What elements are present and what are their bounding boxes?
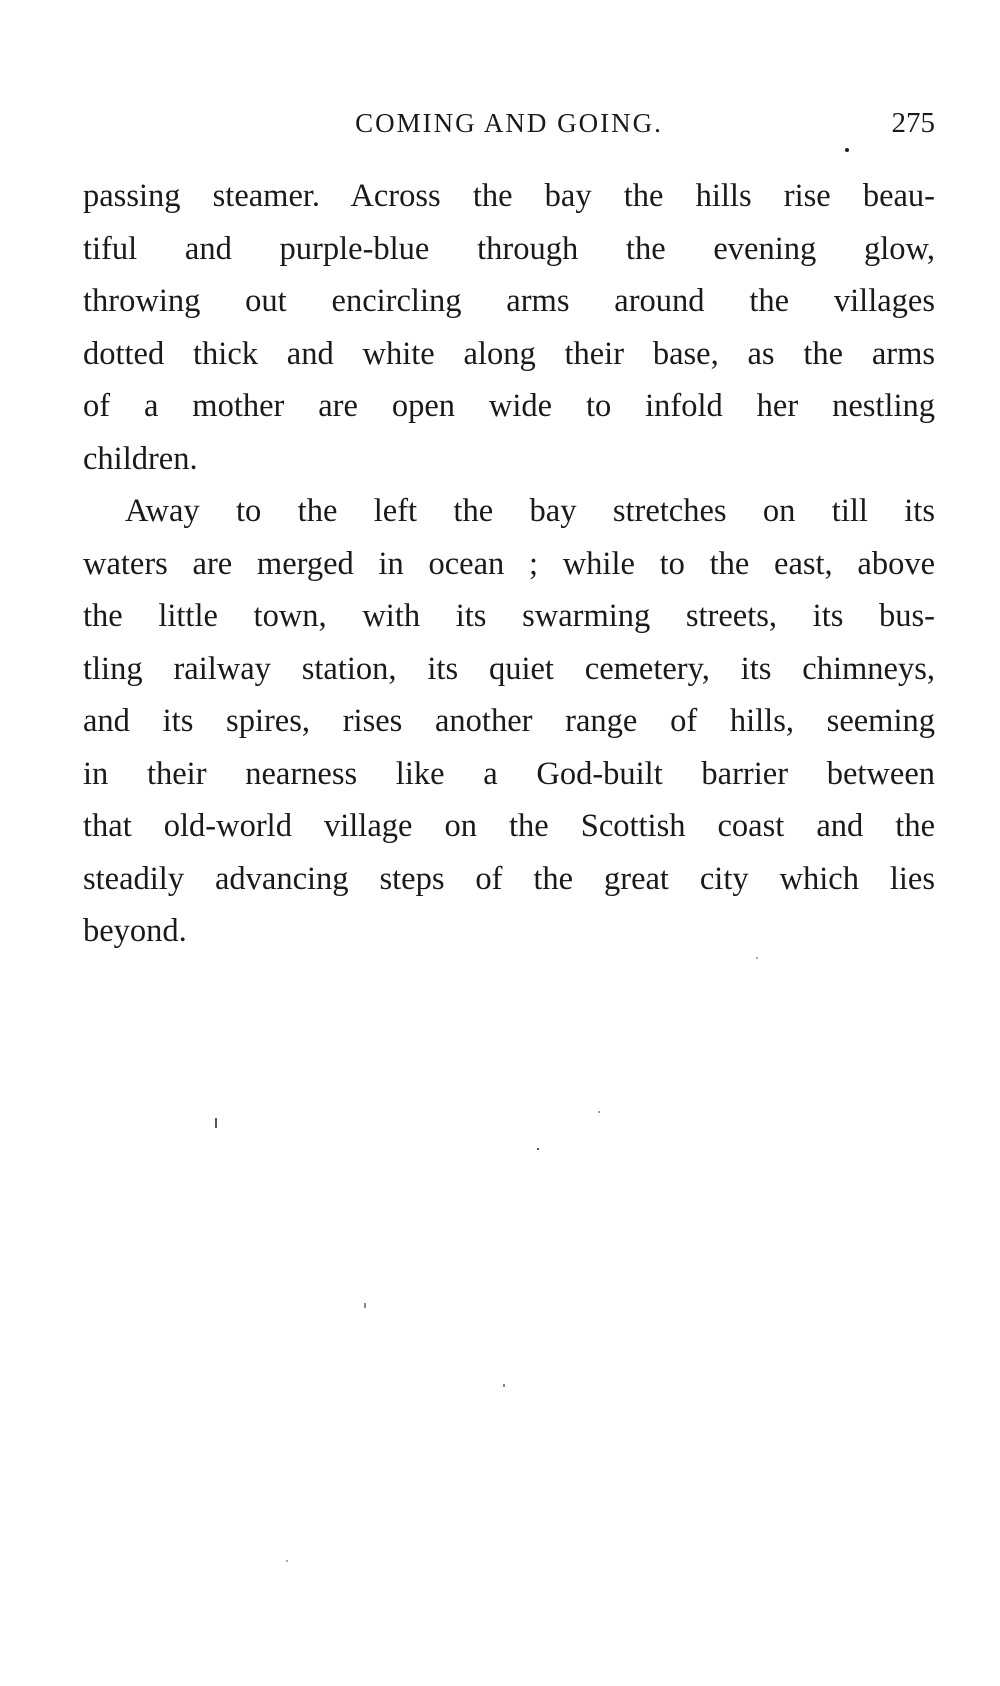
text-line: in their nearness like a God-built barrier between bbox=[83, 755, 935, 792]
body-text bbox=[83, 170, 935, 958]
scan-speck bbox=[286, 1560, 288, 1562]
page-number: 275 bbox=[891, 107, 935, 139]
text-line: passing steamer. Across the bay the hills rise beau- bbox=[83, 178, 935, 214]
text-line: that old-world village on the Scottish coast and the bbox=[83, 808, 935, 844]
text-line: of a mother are open wide to infold her nestling bbox=[83, 388, 935, 424]
scan-speck bbox=[364, 1303, 366, 1308]
text-line: waters are merged in ocean ; while to the east, above bbox=[83, 545, 935, 582]
text-line: the little town, with its swarming streets, its bus- bbox=[83, 598, 935, 634]
text-line: Away to the left the bay stretches on till its bbox=[125, 493, 935, 529]
scan-speck bbox=[503, 1384, 505, 1387]
running-head bbox=[83, 103, 935, 143]
scan-speck bbox=[756, 957, 758, 959]
text-line: tiful and purple-blue through the evening glow, bbox=[83, 230, 935, 267]
scan-speck bbox=[845, 148, 849, 152]
text-line: beyond. bbox=[83, 913, 187, 949]
text-line: and its spires, rises another range of hills, seeming bbox=[83, 703, 935, 739]
text-line: throwing out encircling arms around the villages bbox=[83, 283, 935, 319]
running-title: COMING AND GOING. bbox=[355, 108, 663, 138]
text-line: children. bbox=[83, 440, 198, 477]
paragraph-1 bbox=[83, 170, 935, 485]
scan-speck bbox=[598, 1111, 600, 1113]
scan-speck bbox=[537, 1148, 539, 1150]
text-line: steadily advancing steps of the great city which lies bbox=[83, 860, 935, 897]
text-line: tling railway station, its quiet cemetery, its chimneys, bbox=[83, 650, 935, 687]
paragraph-2 bbox=[83, 485, 935, 958]
scan-speck bbox=[215, 1118, 217, 1128]
text-line: dotted thick and white along their base, as the arms bbox=[83, 335, 935, 372]
